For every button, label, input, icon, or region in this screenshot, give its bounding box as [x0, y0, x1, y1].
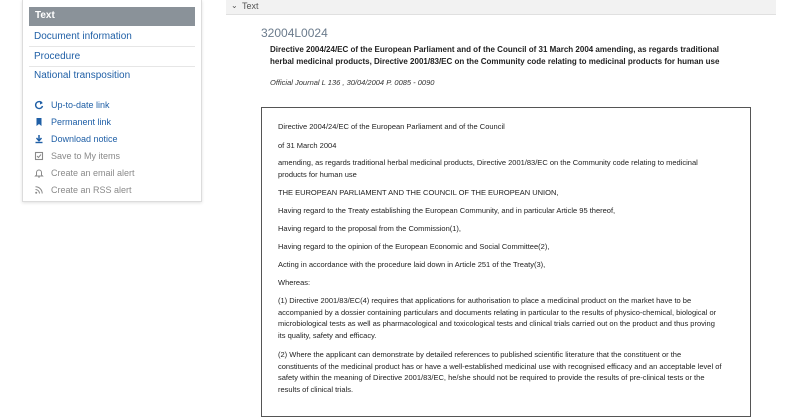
save-to-my-items[interactable]: [33, 150, 120, 162]
text-section-header[interactable]: [226, 0, 776, 15]
doc-paragraph: Having regard to the proposal from the Commission(1),: [278, 224, 461, 233]
create-rss-alert[interactable]: [33, 184, 132, 196]
chevron-down-icon: ⌄: [231, 1, 238, 10]
save-icon: [33, 150, 45, 162]
doc-paragraph: Having regard to the opinion of the European Economic and Social Committee(2),: [278, 242, 550, 251]
doc-paragraph: amending, as regards traditional herbal medicinal products, Directive 2001/83/EC on the Community code relating to medicinal products for human use: [278, 158, 698, 179]
doc-paragraph: of 31 March 2004: [278, 141, 337, 150]
create-email-alert[interactable]: [33, 167, 135, 179]
rss-icon: [33, 184, 45, 196]
doc-paragraph: Whereas:: [278, 278, 311, 287]
permanent-link-label: Permanent link: [51, 117, 112, 127]
doc-paragraph: Having regard to the Treaty establishing the European Community, and in particular Article 95 thereof,: [278, 206, 616, 215]
nav-item-document-information[interactable]: Document information: [34, 31, 132, 42]
save-to-my-items-label: Save to My items: [51, 151, 121, 161]
download-notice-label: Download notice: [51, 134, 118, 144]
doc-paragraph: (2) Where the applicant can demonstrate by detailed references to published scientific literature that the constituent or the constituents of the medicinal product has or have a well-established medicinal use with recognised efficacy and an acceptable level of safety within the meaning of Directive 2001/83/EC, he/she should not be required to provide the results of pre-clinical tests or the results of clinical trials.: [278, 350, 722, 394]
create-rss-alert-label: Create an RSS alert: [51, 185, 132, 195]
create-email-alert-label: Create an email alert: [51, 168, 135, 178]
download-notice[interactable]: [33, 133, 118, 145]
nav-item-procedure[interactable]: Procedure: [34, 51, 81, 62]
doc-paragraph: Directive 2004/24/EC of the European Parliament and of the Council: [278, 122, 505, 131]
bookmark-icon: [33, 116, 45, 128]
refresh-icon: [33, 99, 45, 111]
doc-paragraph: THE EUROPEAN PARLIAMENT AND THE COUNCIL OF THE EUROPEAN UNION,: [278, 188, 559, 197]
document-text: [261, 107, 751, 417]
nav-divider: [29, 66, 195, 67]
nav-divider: [29, 46, 195, 47]
bell-icon: [33, 167, 45, 179]
download-icon: [33, 133, 45, 145]
doc-paragraph: Acting in accordance with the procedure laid down in Article 251 of the Treaty(3),: [278, 260, 546, 269]
sidebar: [22, 0, 202, 202]
up-to-date-link[interactable]: [33, 99, 110, 111]
permanent-link[interactable]: [33, 116, 111, 128]
document-title: Directive 2004/24/EC of the European Parliament and of the Council of 31 March 2004 amending, as regards traditional herbal medicinal products, Directive 2001/83/EC on the Community code relating to medicinal products for human use: [270, 45, 720, 66]
official-journal-reference: Official Journal L 136 , 30/04/2004 P. 0085 - 0090: [270, 78, 435, 87]
up-to-date-link-label: Up-to-date link: [51, 100, 110, 110]
celex-number: 32004L0024: [261, 26, 328, 40]
text-section-title: Text: [242, 1, 259, 11]
nav-item-national-transposition[interactable]: National transposition: [34, 70, 131, 81]
nav-item-text[interactable]: Text: [29, 7, 195, 26]
doc-paragraph: (1) Directive 2001/83/EC(4) requires that applications for authorisation to place a medicinal product on the market have to be accompanied by a dossier containing particulars and documents relating in particular to the results of physico-chemical, biological or microbiological tests as well as pharmacological and toxicological tests and clinical trials carried out on the product and thus proving its quality, safety and efficacy.: [278, 296, 717, 340]
